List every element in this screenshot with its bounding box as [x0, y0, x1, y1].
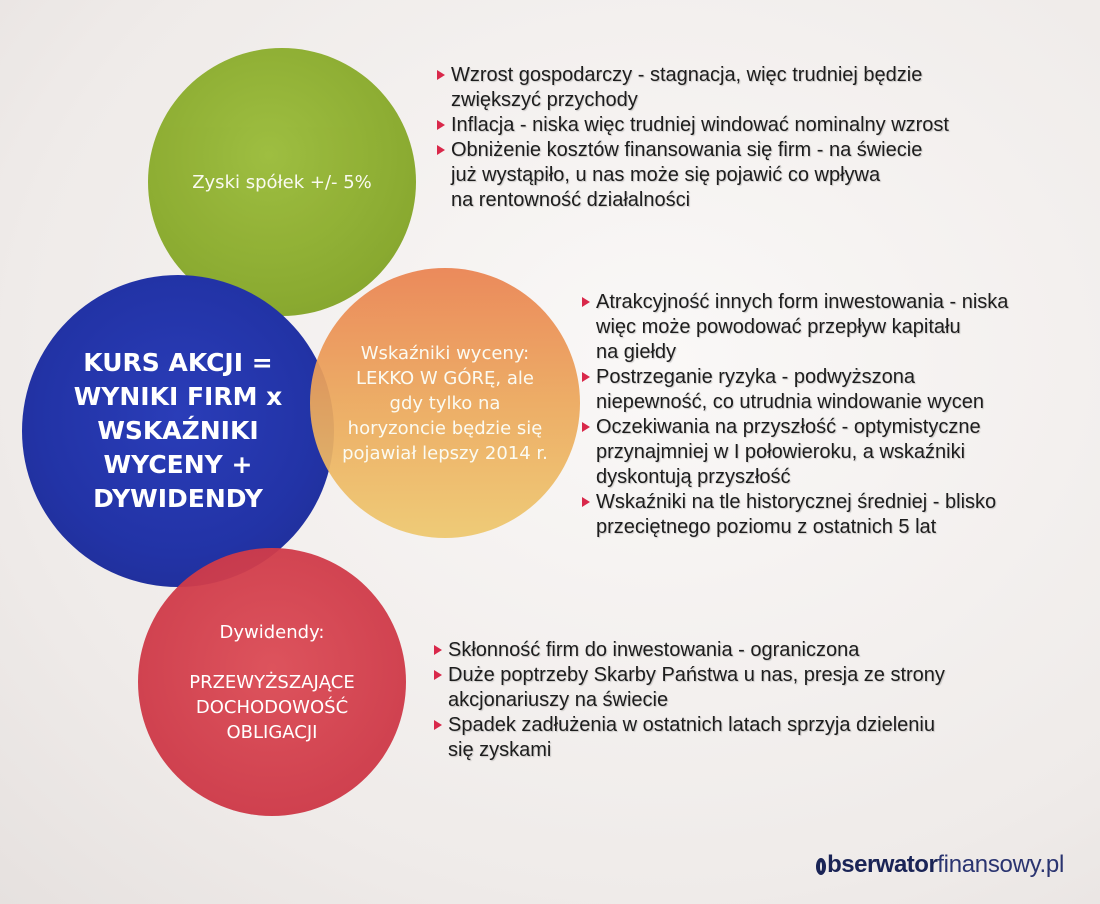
bullet-list-valuation-ratios: [582, 290, 1097, 540]
bullet-item: [437, 138, 1057, 213]
bullet-arrow-icon: [582, 297, 590, 307]
bullet-text: Duże poptrzeby Skarby Państwa u nas, presja ze strony akcjonariuszy na świecie: [448, 664, 945, 711]
bullet-list-dividends: [434, 638, 1044, 763]
circle-valuation-ratios: [310, 268, 580, 538]
bullet-item: [582, 415, 1097, 490]
bullet-text: Inflacja - niska więc trudniej windować nominalny wzrost: [451, 114, 949, 136]
bullet-arrow-icon: [437, 120, 445, 130]
bullet-arrow-icon: [434, 645, 442, 655]
bullet-arrow-icon: [582, 497, 590, 507]
bullet-item: [437, 113, 1057, 138]
bullet-arrow-icon: [437, 145, 445, 155]
bullet-arrow-icon: [582, 372, 590, 382]
bullet-text: Postrzeganie ryzyka - podwyższona niepewność, co utrudnia windowanie wycen: [596, 366, 985, 413]
bullet-item: [582, 365, 1097, 415]
circle-dividends-label: PRZEWYŻSZAJĄCE DOCHODOWOŚĆ OBLIGACJI: [189, 671, 355, 743]
logo-o-mark-icon: [816, 858, 826, 875]
bullet-arrow-icon: [582, 422, 590, 432]
bullet-text: Spadek zadłużenia w ostatnich latach sprzyja dzieleniu się zyskami: [448, 714, 935, 761]
circle-company-profits-label: Zyski spółek +/- 5%: [192, 171, 372, 193]
circle-dividends: [138, 548, 406, 816]
circle-dividends-content: [138, 620, 406, 745]
bullet-arrow-icon: [434, 720, 442, 730]
bullet-item: [582, 490, 1097, 540]
bullet-text: Oczekiwania na przyszłość - optymistyczne przynajmniej w I połowieroku, a wskaźniki dyskontują przyszłość: [596, 416, 981, 488]
bullet-item: [434, 713, 1044, 763]
bullet-text: Wskaźniki na tle historycznej średniej - blisko przeciętnego poziomu z ostatnich 5 lat: [596, 491, 997, 538]
bullet-text: Obniżenie kosztów finansowania się firm - na świecie już wystąpiło, u nas może się pojawić co wpływa na rentowność działalności: [451, 139, 923, 211]
bullet-text: Atrakcyjność innych form inwestowania - niska więc może powodować przepływ kapitału na giełdy: [596, 291, 1009, 363]
circle-dividends-title: Dywidendy:: [219, 621, 325, 643]
bullet-text: Wzrost gospodarczy - stagnacja, więc trudniej będzie zwiększyć przychody: [451, 64, 923, 111]
obserwator-finansowy-logo: [816, 850, 1064, 880]
bullet-item: [582, 290, 1097, 365]
circle-valuation-ratios-label: Wskaźniki wyceny: LEKKO W GÓRĘ, ale gdy tylko na horyzoncie będzie się pojawiał lepszy 2014 r.: [342, 342, 548, 464]
bullet-list-company-profits: [437, 63, 1057, 213]
bullet-arrow-icon: [434, 670, 442, 680]
bullet-item: [434, 638, 1044, 663]
bullet-item: [434, 663, 1044, 713]
logo-wordmark-bold: bserwator: [827, 851, 938, 878]
circle-stock-price-formula: [22, 275, 334, 587]
logo-wordmark-light: finansowy.pl: [937, 851, 1064, 878]
bullet-arrow-icon: [437, 70, 445, 80]
circle-stock-price-formula-label: KURS AKCJI = WYNIKI FIRM x WSKAŹNIKI WYCENY + DYWIDENDY: [73, 348, 283, 513]
bullet-item: [437, 63, 1057, 113]
bullet-text: Skłonność firm do inwestowania - ograniczona: [448, 639, 860, 661]
